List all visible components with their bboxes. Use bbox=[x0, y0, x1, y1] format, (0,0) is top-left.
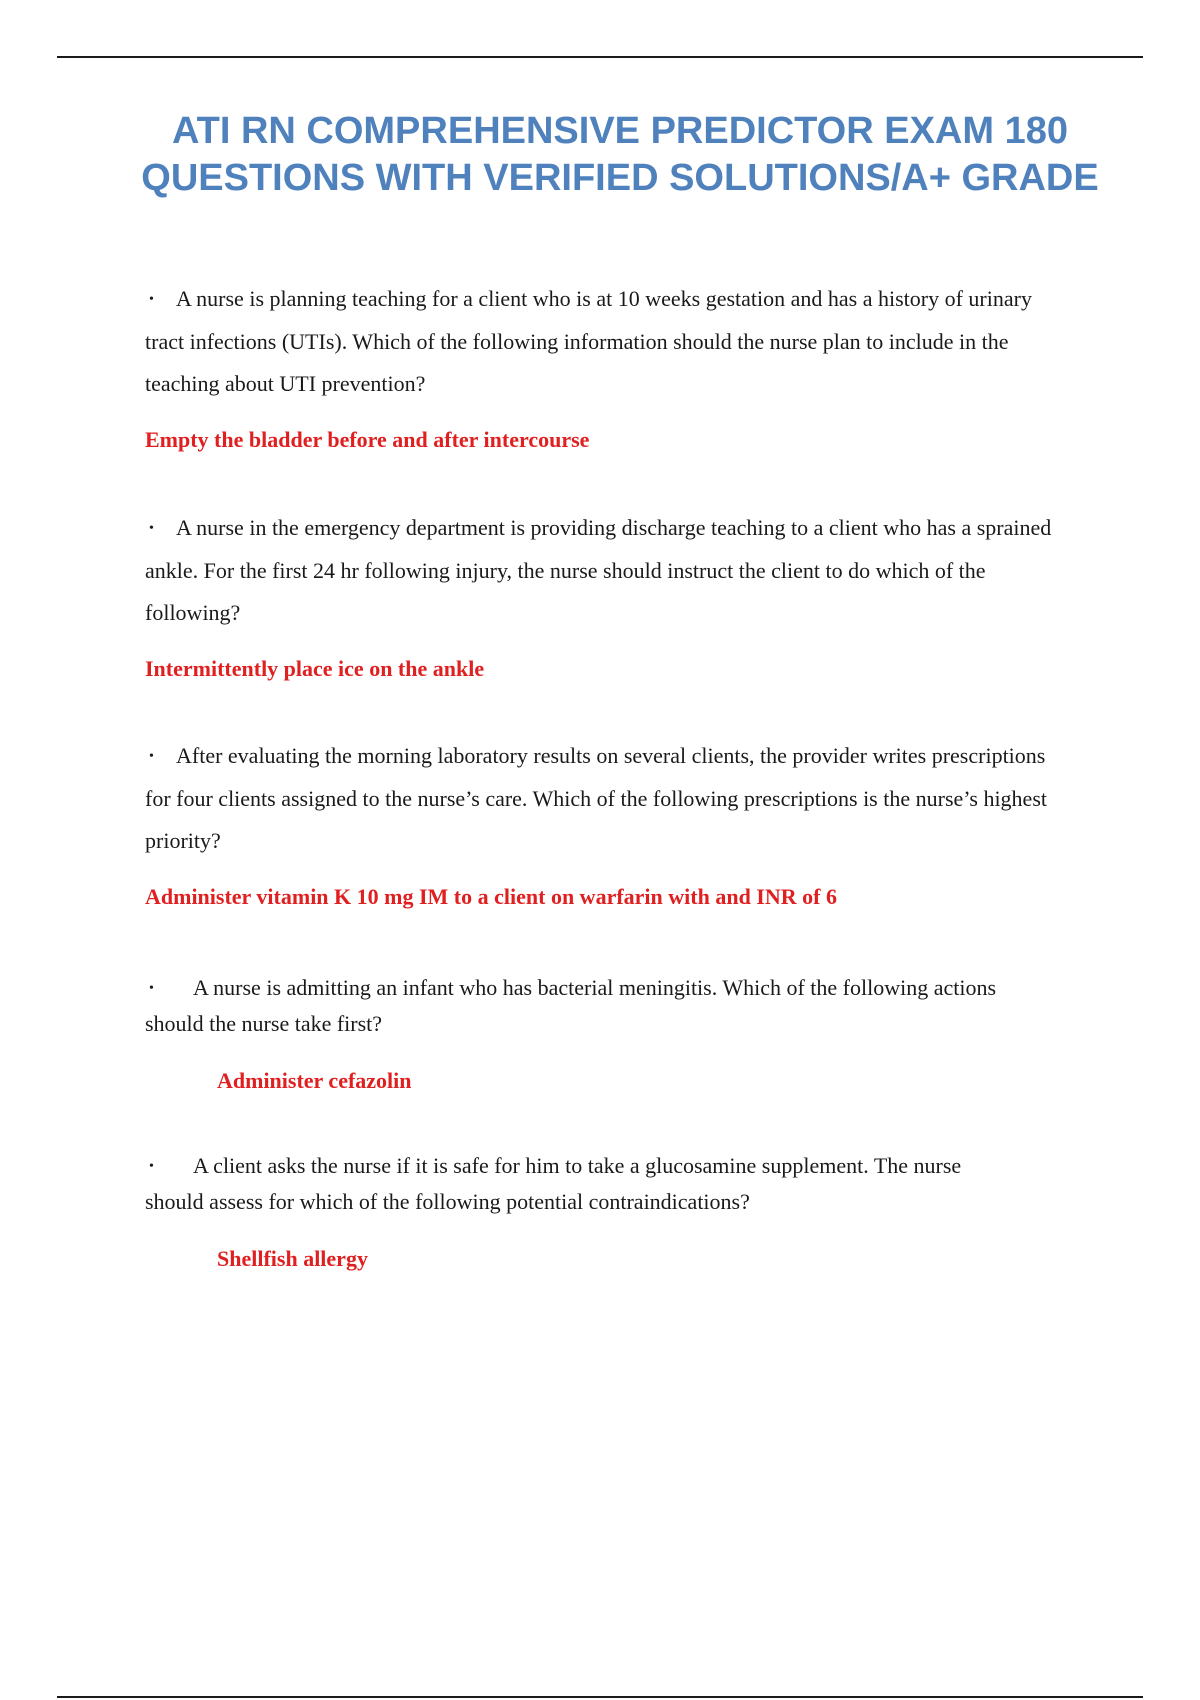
question-4-text: A nurse is admitting an infant who has bacterial meningitis. Which of the following actions should the nurse take first? bbox=[145, 975, 997, 1036]
bullet-icon: • bbox=[149, 981, 154, 996]
question-4 bbox=[145, 970, 1035, 1041]
question-5 bbox=[145, 1148, 1015, 1219]
top-rule bbox=[57, 56, 1143, 58]
bottom-rule bbox=[57, 1696, 1143, 1698]
question-3-text: After evaluating the morning laboratory results on several clients, the provider writes prescriptions for four clients assigned to the nurse’s care. Which of the following prescriptions is the nurse’s highest priority? bbox=[145, 743, 1047, 853]
question-3 bbox=[145, 735, 1075, 862]
question-5-text: A client asks the nurse if it is safe for him to take a glucosamine supplement. The nurse should assess for which of the following potential contraindications? bbox=[145, 1153, 962, 1214]
question-1-text: A nurse is planning teaching for a client who is at 10 weeks gestation and has a history of urinary tract infections (UTIs). Which of the following information should the nurse plan to include in the teaching about UTI prevention? bbox=[145, 286, 1032, 396]
answer-1: Empty the bladder before and after intercourse bbox=[145, 427, 590, 452]
bullet-icon: • bbox=[149, 521, 154, 536]
bullet-icon: • bbox=[149, 1159, 154, 1174]
bullet-icon: • bbox=[149, 749, 154, 764]
title-line-1: ATI RN COMPREHENSIVE PREDICTOR EXAM 180 bbox=[172, 110, 1068, 152]
answer-3: Administer vitamin K 10 mg IM to a client on warfarin with and INR of 6 bbox=[145, 884, 837, 909]
question-2-text: A nurse in the emergency department is providing discharge teaching to a client who has a sprained ankle. For the first 24 hr following injury, the nurse should instruct the client to do which of the following? bbox=[145, 515, 1052, 625]
title-line-2: QUESTIONS WITH VERIFIED SOLUTIONS/A+ GRADE bbox=[141, 157, 1099, 199]
question-2 bbox=[145, 507, 1060, 634]
question-1 bbox=[145, 278, 1045, 405]
bullet-icon: • bbox=[149, 292, 154, 307]
answer-4: Administer cefazolin bbox=[217, 1068, 412, 1093]
answer-5: Shellfish allergy bbox=[217, 1246, 368, 1271]
answer-2: Intermittently place ice on the ankle bbox=[145, 656, 485, 681]
document-title bbox=[60, 108, 1180, 202]
